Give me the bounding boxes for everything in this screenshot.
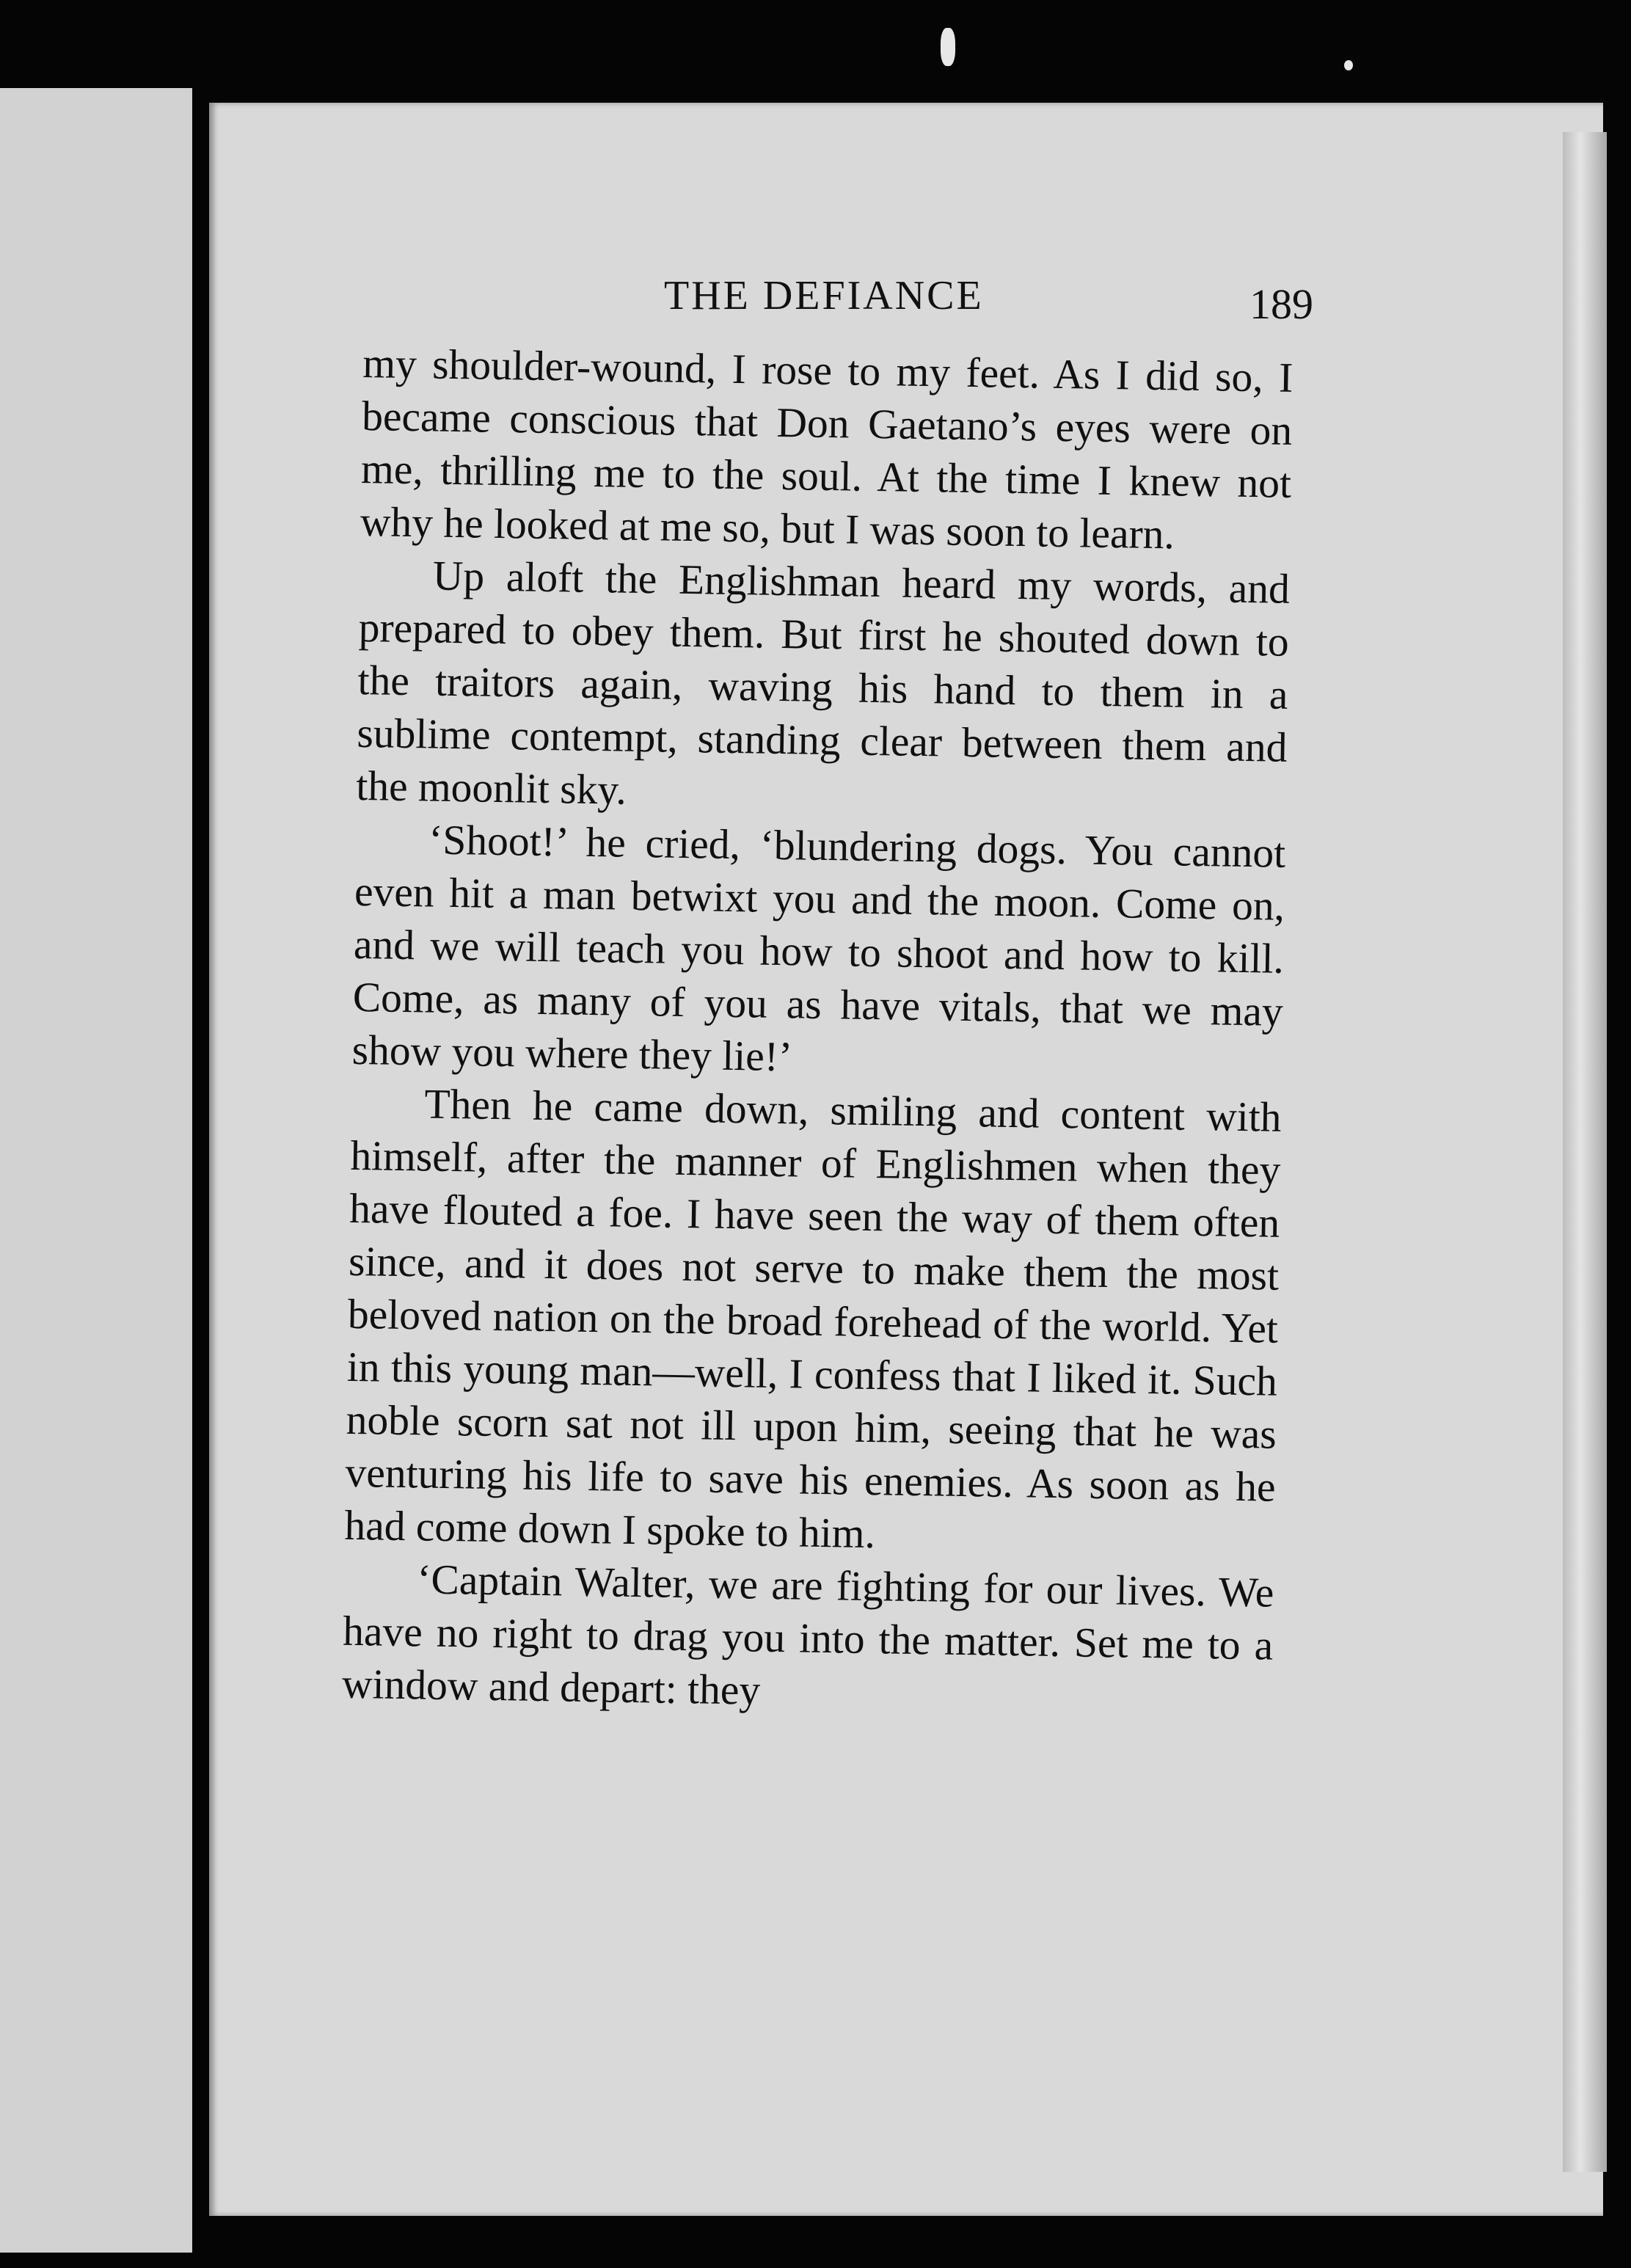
scan-speck: [941, 28, 955, 66]
paragraph: Up aloft the Englishman heard my words, and prepared to obey them. But first he shouted down to the traitors again, waving his hand to them in a sublime contempt, standing clear between them and the moonlit sky.: [355, 553, 1291, 814]
paragraph: Then he came down, smiling and content with himself, after the manner of Englishmen when they have flouted a foe. I have seen the way of them often since, and it does not serve to make them the most beloved nation on the broad forehead of the world. Yet in this young man—well, I confess that I liked it. Such noble scorn sat not ill upon him, seeing that he was venturing his life to save his enemies. As soon as he had come down I spoke to him.: [344, 1081, 1282, 1558]
paragraph: ‘Shoot!’ he cried, ‘blundering dogs. You cannot even hit a man betwixt you and the moon. Come on, and we will teach you how to shoot and how to kill. Come, as many of you as have vitals, that we may show you where they lie!’: [351, 817, 1286, 1081]
body-text: [342, 338, 1294, 1726]
running-title: THE DEFIANCE: [664, 273, 984, 318]
page-header: [209, 268, 1603, 327]
paragraph: my shoulder-wound, I rose to my feet. As I did so, I became conscious that Don Gaetano’s eyes were on me, thrilling me to the soul. At the time I knew not why he looked at me so, but I was soon to learn.: [360, 340, 1294, 558]
paragraph: ‘Captain Walter, we are fighting for our lives. We have no right to drag you into the matter. Set me to a window and depart: they: [341, 1556, 1274, 1714]
page-stack-edge: [1563, 132, 1607, 2172]
scan-speck: [1344, 60, 1353, 70]
page-number: 189: [1249, 280, 1313, 328]
facing-page-edge: [0, 88, 192, 2253]
book-page: [209, 103, 1603, 2216]
